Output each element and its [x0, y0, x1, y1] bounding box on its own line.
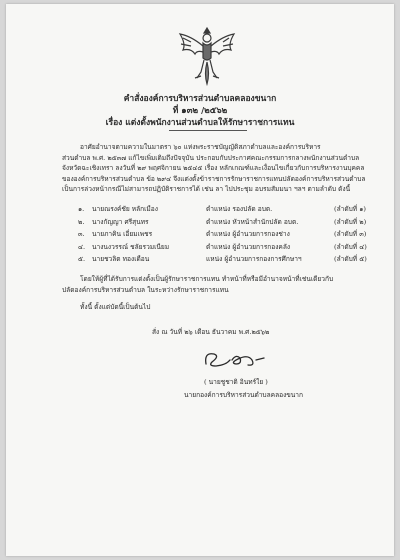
- item-position: ตำแหน่ง หัวหน้าสำนักปลัด อบต.: [206, 217, 299, 226]
- paragraph-duties: [62, 274, 380, 295]
- closing-line: ทั้งนี้ ตั้งแต่บัดนี้เป็นต้นไป: [80, 303, 151, 311]
- paragraph-line: จังหวัดฉะเชิงเทรา ลงวันที่ ๒๙ พฤศจิกายน ๒๕๔๕ เรื่อง หลักเกณฑ์และเงื่อนไขเกี่ยวกับการบริหารงานบุคคล: [62, 164, 365, 172]
- paragraph-line: อาศัยอำนาจตามความในมาตรา ๖๐ แห่งพระราชบัญญัติสภาตำบลและองค์การบริหาร: [80, 143, 321, 151]
- garuda-emblem: [177, 24, 237, 88]
- item-number: ๒.: [78, 217, 85, 226]
- paragraph-authority: [62, 142, 380, 195]
- document-number: ที่ ๑๓๒ /๒๕๖๒: [172, 106, 228, 116]
- item-name: นางนงวรรณ์ ชลัยรวมเนียม: [92, 242, 170, 251]
- list-item: [78, 241, 378, 254]
- item-name: นายณรงค์ชัย หลักเมือง: [92, 205, 158, 213]
- signer-name: ( นายชูชาติ อินทร์ใย ): [204, 378, 268, 386]
- item-order: (ลำดับที่ ๕): [334, 255, 367, 263]
- document-issuer: คำสั่งองค์การบริหารส่วนตำบลคลองขนาก: [123, 94, 277, 104]
- item-name: นายภาคิน เอี่ยมเพชร: [92, 230, 153, 238]
- paragraph-line: เป็นการล่วงหน้ากรณีไม่สามารถปฏิบัติราชการได้ เช่น ลา ไปประชุม อบรมสัมมนา ฯลฯ ตามลำดับ ดังนี้: [62, 185, 351, 193]
- item-number: ๓.: [78, 230, 85, 238]
- item-position: ตำแหน่ง รองปลัด อบต.: [206, 205, 273, 213]
- item-name: นางกัญญา ศรีสุนทร: [92, 217, 149, 226]
- item-number: ๑.: [78, 205, 85, 213]
- item-order: (ลำดับที่ ๓): [334, 230, 367, 238]
- item-order: (ลำดับที่ ๔): [334, 242, 367, 251]
- paragraph-line: ส่วนตำบล พ.ศ. ๒๕๓๗ แก้ไขเพิ่มเติมถึงปัจจุบัน ประกอบกับประกาศคณะกรรมการกลางพนักงานส่วนตำบล: [62, 153, 360, 162]
- paragraph-line: โดยให้ผู้ที่ได้รับการแต่งตั้งเป็นผู้รักษาราชการแทน ทำหน้าที่หรือมีอำนาจหน้าที่เช่นเดียวกับ: [80, 275, 334, 283]
- signer-title: นายกองค์การบริหารส่วนตำบลคลองขนาก: [184, 391, 303, 399]
- list-item: [78, 253, 378, 266]
- item-order: (ลำดับที่ ๒): [334, 217, 367, 226]
- item-position: แหน่ง ผู้อำนวยการกองการศึกษาฯ: [206, 255, 302, 263]
- header-divider: [169, 130, 247, 131]
- item-name: นายชวลิต ทองเดือน: [92, 255, 150, 263]
- document-page: [6, 4, 394, 556]
- list-item: [78, 203, 378, 216]
- handwritten-signature: [200, 348, 270, 372]
- document-subject: เรื่อง แต่งตั้งพนักงานส่วนตำบลให้รักษาราชการแทน: [105, 118, 295, 128]
- list-item: [78, 216, 378, 229]
- item-order: (ลำดับที่ ๑): [334, 205, 366, 213]
- paragraph-closing: [62, 302, 380, 313]
- item-position: ตำแหน่ง ผู้อำนวยการกองช่าง: [206, 230, 290, 238]
- paragraph-line: ปลัดองค์การบริหารส่วนตำบล ในระหว่างรักษาราชการแทน: [62, 285, 229, 294]
- order-date: สั่ง ณ วันที่ ๒๖ เดือน ธันวาคม พ.ศ.๒๕๖๒: [152, 328, 270, 336]
- item-position: ตำแหน่ง ผู้อำนวยการกองคลัง: [206, 242, 291, 251]
- list-item: [78, 228, 378, 241]
- item-number: ๔.: [78, 242, 86, 251]
- item-number: ๕.: [78, 255, 86, 263]
- appointee-list: [78, 203, 378, 266]
- paragraph-line: ขององค์การบริหารส่วนตำบล ข้อ ๒๙๔ จึงแต่งตั้งข้าราชการรักษาราชการแทนปลัดองค์การบริหารส่วนตำบล: [62, 174, 366, 183]
